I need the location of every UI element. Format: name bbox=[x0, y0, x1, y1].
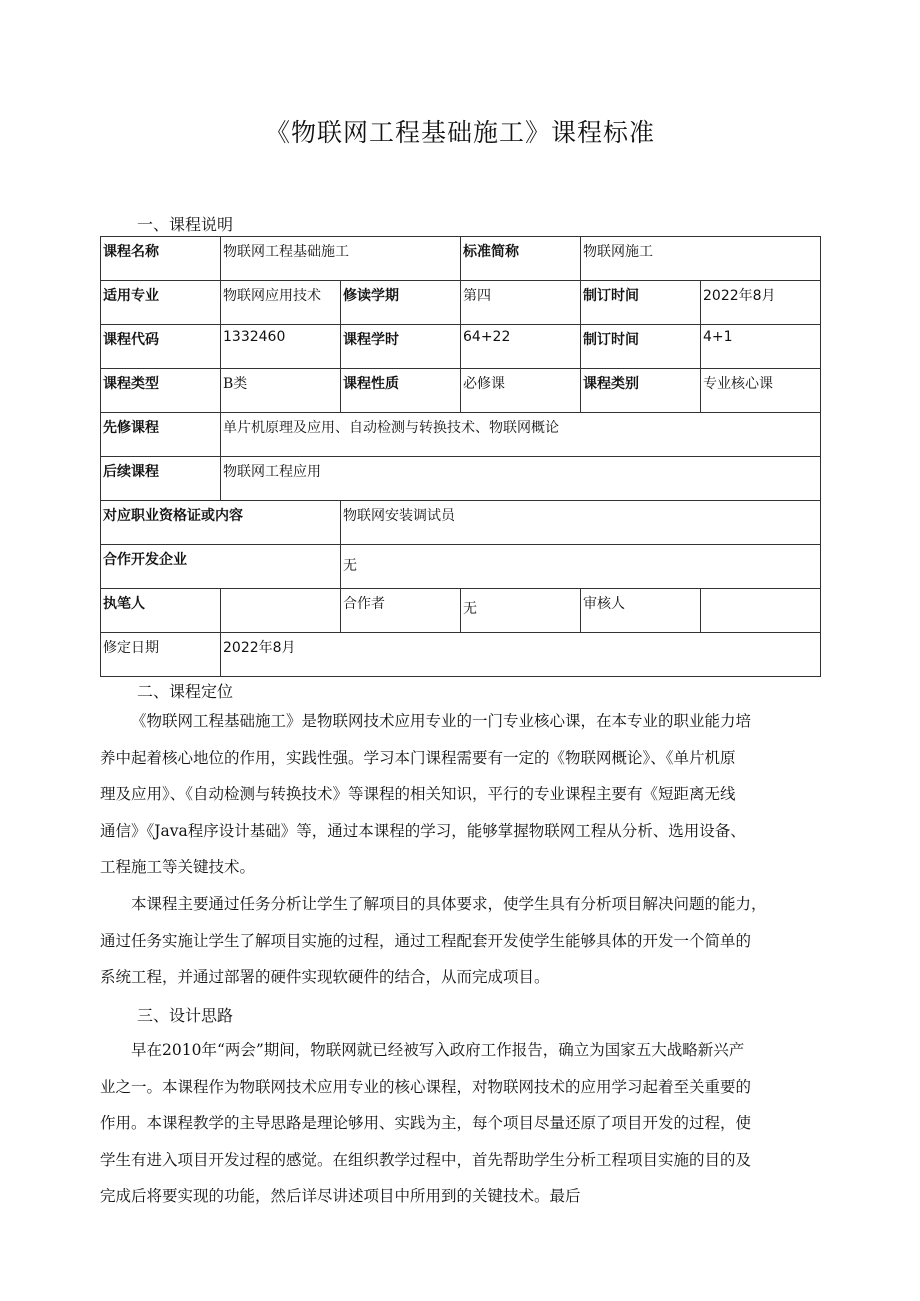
text-line: 工程施工等关键技术。 bbox=[100, 858, 256, 876]
label-reviewer: 审核人 bbox=[581, 589, 701, 633]
table-row bbox=[101, 457, 821, 501]
label-made-time-2: 制订时间 bbox=[581, 325, 701, 369]
text-line: 理及应用》、《自动检测与转换技术》等课程的相关知识，平行的专业课程主要有《短距离无线 bbox=[100, 785, 736, 803]
text-line: 业之一。本课程作为物联网技术应用专业的核心课程，对物联网技术的应用学习起着至关重要的 bbox=[100, 1077, 752, 1096]
text-line: 通过任务实施让学生了解项目实施的过程，通过工程配套开发使学生能够具体的开发一个简单的 bbox=[100, 931, 752, 950]
table-row bbox=[101, 633, 821, 677]
label-certificate: 对应职业资格证或内容 bbox=[101, 501, 341, 545]
section-heading-2: 二、课程定位 bbox=[137, 682, 234, 701]
value-course-code: 1332460 bbox=[221, 325, 341, 369]
value-course-nature: 必修课 bbox=[461, 369, 581, 413]
label-made-time: 制订时间 bbox=[581, 281, 701, 325]
value-course-name: 物联网工程基础施工 bbox=[221, 237, 461, 281]
label-course-code: 课程代码 bbox=[101, 325, 221, 369]
value-course-hours: 64+22 bbox=[461, 325, 581, 369]
label-course-name: 课程名称 bbox=[101, 237, 221, 281]
value-partner-company: 无 bbox=[341, 545, 821, 589]
paragraph-course-method bbox=[100, 886, 830, 996]
value-major: 物联网应用技术 bbox=[221, 281, 341, 325]
label-semester: 修读学期 bbox=[341, 281, 461, 325]
value-short-name: 物联网施工 bbox=[581, 237, 821, 281]
table-row bbox=[101, 237, 821, 281]
value-certificate: 物联网安装调试员 bbox=[341, 501, 821, 545]
label-course-nature: 课程性质 bbox=[341, 369, 461, 413]
label-course-type: 课程类型 bbox=[101, 369, 221, 413]
label-short-name: 标准简称 bbox=[461, 237, 581, 281]
label-revision-date: 修定日期 bbox=[101, 633, 221, 677]
value-revision-date: 2022年8月 bbox=[221, 633, 821, 677]
page-title: 《物联网工程基础施工》课程标准 bbox=[264, 118, 655, 147]
value-course-category: 专业核心课 bbox=[701, 369, 821, 413]
label-course-hours: 课程学时 bbox=[341, 325, 461, 369]
section-heading-1: 一、课程说明 bbox=[137, 215, 234, 234]
value-made-time-2: 4+1 bbox=[701, 325, 821, 369]
table-row bbox=[101, 413, 821, 457]
label-major: 适用专业 bbox=[101, 281, 221, 325]
text-line: 通信》《Java程序设计基础》等，通过本课程的学习，能够掌握物联网工程从分析、选用设备、 bbox=[100, 821, 746, 840]
label-author: 执笔人 bbox=[101, 589, 221, 633]
section-heading-3: 三、设计思路 bbox=[137, 1006, 234, 1025]
label-course-category: 课程类别 bbox=[581, 369, 701, 413]
table-row bbox=[101, 369, 821, 413]
course-info-table bbox=[100, 236, 821, 677]
value-made-time: 2022年8月 bbox=[701, 281, 821, 325]
table-row bbox=[101, 545, 821, 589]
text-line: 本课程主要通过任务分析让学生了解项目的具体要求，使学生具有分析项目解决问题的能力， bbox=[131, 895, 767, 913]
text-line: 《物联网工程基础施工》是物联网技术应用专业的一门专业核心课，在本专业的职业能力培 bbox=[131, 712, 752, 730]
value-reviewer bbox=[701, 589, 821, 633]
value-collaborator: 无 bbox=[461, 589, 581, 633]
label-collaborator: 合作者 bbox=[341, 589, 461, 633]
label-partner-company: 合作开发企业 bbox=[101, 545, 341, 589]
text-line: 学生有进入项目开发过程的感觉。在组织教学过程中，首先帮助学生分析工程项目实施的目的及 bbox=[100, 1150, 752, 1169]
label-prerequisite: 先修课程 bbox=[101, 413, 221, 457]
value-author bbox=[221, 589, 341, 633]
table-row bbox=[101, 281, 821, 325]
value-prerequisite: 单片机原理及应用、自动检测与转换技术、物联网概论 bbox=[221, 413, 821, 457]
text-line: 作用。本课程教学的主导思路是理论够用、实践为主，每个项目尽量还原了项目开发的过程，使 bbox=[100, 1114, 752, 1132]
table-row bbox=[101, 325, 821, 369]
value-semester: 第四 bbox=[461, 281, 581, 325]
text-line: 系统工程，并通过部署的硬件实现软硬件的结合，从而完成项目。 bbox=[100, 968, 550, 986]
value-follow-up: 物联网工程应用 bbox=[221, 457, 821, 501]
text-line: 完成后将要实现的功能，然后详尽讲述项目中所用到的关键技术。最后 bbox=[100, 1187, 581, 1205]
value-course-type: B类 bbox=[221, 369, 341, 413]
paragraph-design-idea bbox=[100, 1032, 830, 1215]
label-follow-up: 后续课程 bbox=[101, 457, 221, 501]
table-row bbox=[101, 501, 821, 545]
text-line: 早在2010年“两会”期间，物联网就已经被写入政府工作报告，确立为国家五大战略新兴产 bbox=[131, 1041, 745, 1059]
table-row bbox=[101, 589, 821, 633]
text-line: 养中起着核心地位的作用，实践性强。学习本门课程需要有一定的《物联网概论》、《单片机原 bbox=[100, 748, 736, 767]
paragraph-course-positioning bbox=[100, 703, 830, 886]
